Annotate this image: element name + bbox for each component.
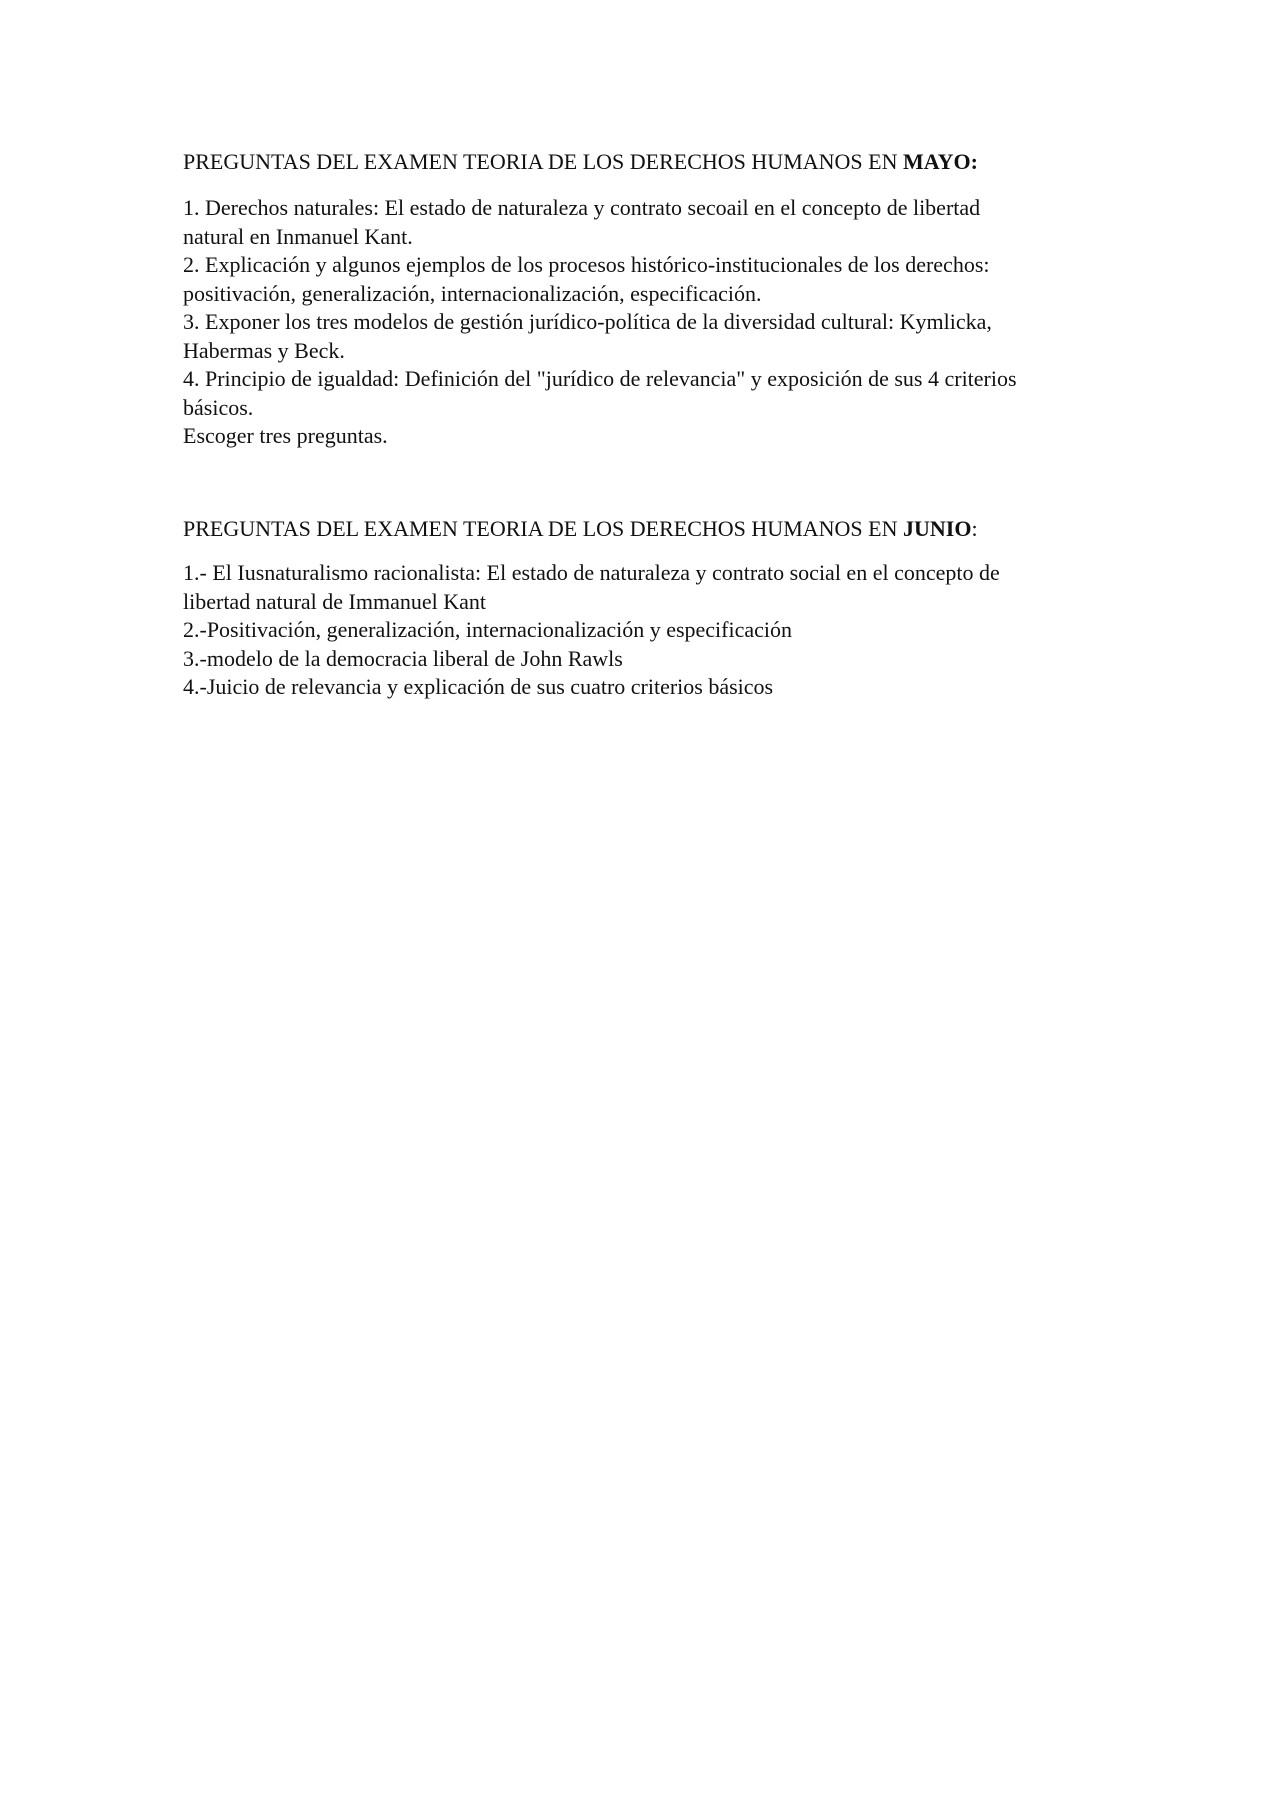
question-line: Habermas y Beck. [183,337,345,363]
exam-questions-junio [183,515,1103,702]
heading-text: PREGUNTAS DEL EXAMEN TEORIA DE LOS DERECHOS HUMANOS EN [183,149,903,174]
question-line: 2.-Positivación, generalización, internacionalización y especificación [183,617,793,642]
heading-colon: : [971,516,978,541]
exam-questions-mayo [183,148,1103,451]
question-line: positivación, generalización, internacionalización, especificación. [183,280,762,306]
question-line: 3. Exponer los tres modelos de gestión jurídico-política de la diversidad cultural: Kymlicka, [183,309,992,334]
instruction-line: Escoger tres preguntas. [183,423,388,448]
question-list-junio [183,559,1103,702]
question-list-mayo [183,194,1103,451]
question-line: básicos. [183,394,254,420]
question-line: 1. Derechos naturales: El estado de naturaleza y contrato secoail en el concepto de libertad [183,195,981,220]
question-line: 4. Principio de igualdad: Definición del "jurídico de relevancia" y exposición de sus 4 criterios [183,366,1017,391]
heading-colon: : [970,149,978,174]
heading-month: MAYO [902,149,971,174]
question-line: 2. Explicación y algunos ejemplos de los procesos histórico-institucionales de los derechos: [183,252,990,277]
question-line: natural en Inmanuel Kant. [183,223,413,249]
heading-month: JUNIO [902,516,972,541]
section-heading-mayo [183,148,1103,176]
question-line: 4.-Juicio de relevancia y explicación de sus cuatro criterios básicos [183,674,774,699]
section-heading-junio [183,515,1103,543]
question-line: 3.-modelo de la democracia liberal de John Rawls [183,645,623,671]
question-line: libertad natural de Immanuel Kant [183,588,486,614]
question-line: 1.- El Iusnaturalismo racionalista: El estado de naturaleza y contrato social en el concepto de [183,560,1000,585]
heading-text: PREGUNTAS DEL EXAMEN TEORIA DE LOS DERECHOS HUMANOS EN [183,516,903,541]
